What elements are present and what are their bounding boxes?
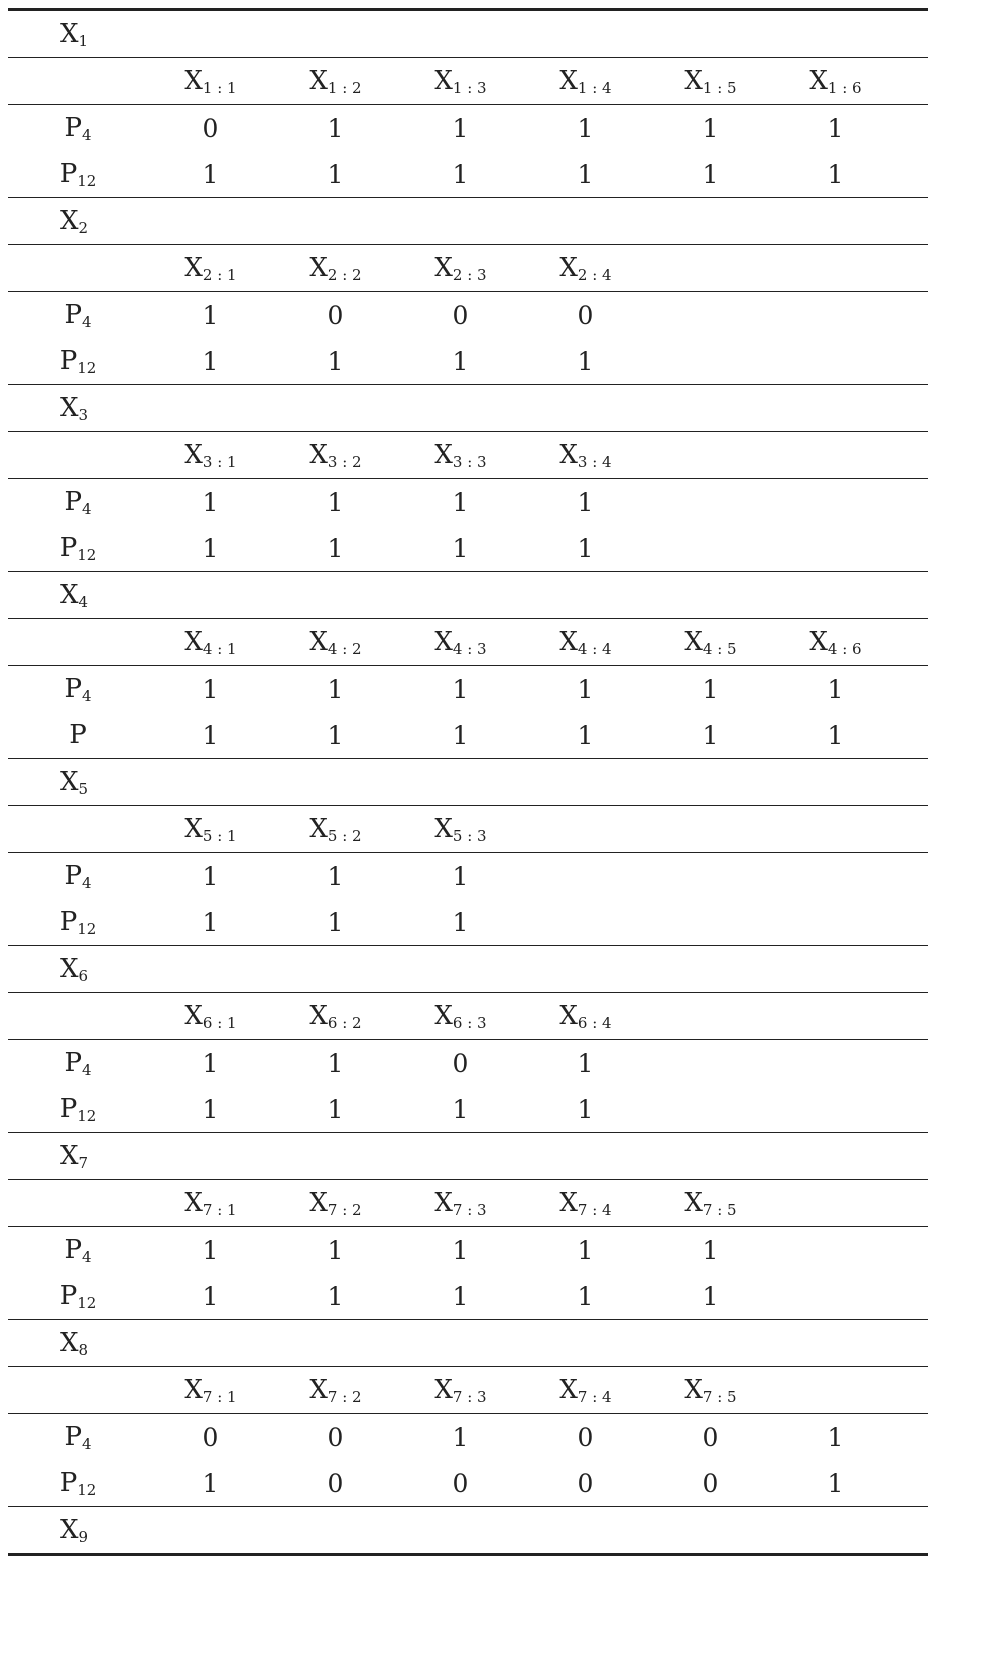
header-base: X: [559, 1001, 578, 1031]
cell-value: 1: [702, 1281, 719, 1311]
column-header: [273, 1001, 398, 1032]
group-title-row: [8, 1507, 928, 1553]
header-subscript: 1 : 1: [202, 79, 237, 97]
label-subscript: 4: [81, 313, 92, 331]
label-text: P: [59, 159, 78, 189]
header-subscript: 7 : 2: [327, 1201, 362, 1219]
label-text: P: [64, 113, 82, 143]
header-base: X: [184, 440, 203, 470]
row-label: [8, 1468, 148, 1499]
cell-value: 1: [577, 533, 594, 563]
label-text: X: [60, 1515, 79, 1545]
group-title: [8, 19, 148, 50]
cell-value: 1: [577, 487, 594, 517]
cell-value: 1: [577, 159, 594, 189]
header-subscript: 1 : 4: [577, 79, 612, 97]
label-text: P: [59, 346, 78, 376]
group-title: [8, 954, 148, 985]
row-label: [8, 533, 148, 564]
cell-value: 1: [452, 674, 469, 704]
table-row: [8, 338, 928, 384]
header-subscript: 4 : 5: [702, 640, 737, 658]
label-text: P: [64, 861, 82, 891]
row-label: [8, 722, 148, 748]
column-header: [648, 66, 773, 97]
group-title-row: [8, 385, 928, 431]
label-subscript: 4: [81, 1248, 92, 1266]
header-base: X: [684, 66, 703, 96]
table-row: [8, 151, 928, 197]
label-subscript: 1: [78, 32, 89, 50]
header-subscript: 6 : 1: [202, 1014, 237, 1032]
label-text: P: [64, 674, 82, 704]
cell-value: 1: [452, 861, 469, 891]
cell-value: 1: [827, 159, 844, 189]
column-header: [523, 627, 648, 658]
label-subscript: 4: [78, 593, 89, 611]
table-row: [8, 1040, 928, 1086]
column-header: [773, 627, 898, 658]
cell-value: 0: [327, 1468, 344, 1498]
header-base: X: [434, 253, 453, 283]
header-subscript: 6 : 3: [452, 1014, 487, 1032]
header-row: [8, 993, 928, 1039]
header-subscript: 1 : 3: [452, 79, 487, 97]
label-text: X: [60, 1141, 79, 1171]
group-title-row: [8, 198, 928, 244]
row-label: [8, 861, 148, 892]
cell-value: 1: [327, 346, 344, 376]
cell-value: 1: [452, 1235, 469, 1265]
cell-value: 1: [577, 1094, 594, 1124]
group-title: [8, 1141, 148, 1172]
column-header: [148, 253, 273, 284]
label-subscript: 4: [81, 1435, 92, 1453]
column-header: [148, 814, 273, 845]
label-subscript: 12: [77, 546, 97, 564]
table-row: [8, 1086, 928, 1132]
header-base: X: [684, 627, 703, 657]
header-subscript: 1 : 2: [327, 79, 362, 97]
label-text: X: [60, 19, 79, 49]
label-subscript: 3: [78, 406, 89, 424]
group-title-row: [8, 572, 928, 618]
column-header: [148, 1001, 273, 1032]
group-title-row: [8, 11, 928, 57]
header-subscript: 7 : 4: [577, 1201, 612, 1219]
cell-value: 1: [702, 1235, 719, 1265]
cell-value: 1: [452, 487, 469, 517]
group-title: [8, 767, 148, 798]
table-row: [8, 105, 928, 151]
cell-value: 1: [327, 159, 344, 189]
cell-value: 1: [202, 159, 219, 189]
column-header: [273, 66, 398, 97]
cell-value: 1: [202, 907, 219, 937]
label-text: X: [60, 767, 79, 797]
label-text: P: [64, 1422, 82, 1452]
header-base: X: [184, 1001, 203, 1031]
label-text: X: [60, 954, 79, 984]
cell-value: 1: [327, 1281, 344, 1311]
header-row: [8, 619, 928, 665]
label-text: P: [64, 300, 82, 330]
row-label: [8, 159, 148, 190]
label-subscript: 12: [77, 1481, 97, 1499]
label-subscript: 4: [81, 1061, 92, 1079]
cell-value: 1: [202, 1048, 219, 1078]
cell-value: 1: [827, 674, 844, 704]
header-base: X: [309, 253, 328, 283]
group-title-row: [8, 1320, 928, 1366]
cell-value: 1: [202, 1468, 219, 1498]
cell-value: 1: [202, 861, 219, 891]
label-subscript: 12: [77, 1294, 97, 1312]
header-base: X: [184, 1375, 203, 1405]
header-subscript: 3 : 1: [202, 453, 237, 471]
label-subscript: 2: [78, 219, 89, 237]
cell-value: 1: [202, 300, 219, 330]
label-subscript: 4: [81, 874, 92, 892]
cell-value: 1: [702, 674, 719, 704]
cell-value: 0: [702, 1468, 719, 1498]
column-header: [523, 66, 648, 97]
table-row: [8, 1227, 928, 1273]
header-base: X: [434, 627, 453, 657]
label-text: P: [59, 1094, 78, 1124]
label-subscript: 12: [77, 172, 97, 190]
header-subscript: 4 : 3: [452, 640, 487, 658]
column-header: [523, 1188, 648, 1219]
cell-value: 1: [577, 346, 594, 376]
label-subscript: 7: [78, 1154, 89, 1172]
group-title-row: [8, 759, 928, 805]
group-title-row: [8, 1133, 928, 1179]
label-text: P: [59, 1281, 78, 1311]
column-header: [523, 1375, 648, 1406]
cell-value: 1: [327, 907, 344, 937]
header-subscript: 3 : 3: [452, 453, 487, 471]
cell-value: 1: [452, 1422, 469, 1452]
header-subscript: 5 : 3: [452, 827, 487, 845]
cell-value: 1: [577, 1281, 594, 1311]
header-subscript: 4 : 1: [202, 640, 237, 658]
cell-value: 1: [577, 674, 594, 704]
header-base: X: [309, 1001, 328, 1031]
row-label: [8, 1048, 148, 1079]
cell-value: 1: [452, 720, 469, 750]
header-base: X: [809, 627, 828, 657]
cell-value: 1: [577, 1048, 594, 1078]
header-base: X: [684, 1375, 703, 1405]
cell-value: 1: [577, 720, 594, 750]
column-header: [148, 1375, 273, 1406]
cell-value: 1: [202, 674, 219, 704]
group-title: [8, 1515, 148, 1546]
header-row: [8, 245, 928, 291]
label-text: P: [59, 1468, 78, 1498]
label-subscript: 4: [81, 500, 92, 518]
header-subscript: 7 : 3: [452, 1388, 487, 1406]
row-label: [8, 1235, 148, 1266]
label-text: X: [60, 580, 79, 610]
cell-value: 1: [452, 1281, 469, 1311]
header-base: X: [184, 814, 203, 844]
header-base: X: [559, 253, 578, 283]
column-header: [523, 440, 648, 471]
header-subscript: 7 : 1: [202, 1388, 237, 1406]
cell-value: 0: [577, 300, 594, 330]
header-subscript: 2 : 2: [327, 266, 362, 284]
label-subscript: 8: [78, 1341, 89, 1359]
column-header: [398, 814, 523, 845]
cell-value: 1: [327, 487, 344, 517]
header-subscript: 7 : 2: [327, 1388, 362, 1406]
label-text: P: [59, 907, 78, 937]
cell-value: 1: [702, 159, 719, 189]
cell-value: 1: [202, 487, 219, 517]
row-label: [8, 1281, 148, 1312]
column-header: [273, 814, 398, 845]
column-header: [398, 627, 523, 658]
label-text: P: [69, 720, 87, 750]
label-text: P: [59, 533, 78, 563]
cell-value: 0: [452, 1048, 469, 1078]
label-subscript: 12: [77, 359, 97, 377]
header-subscript: 7 : 5: [702, 1201, 737, 1219]
group-title: [8, 206, 148, 237]
cell-value: 1: [327, 674, 344, 704]
cell-value: 0: [327, 300, 344, 330]
label-text: P: [64, 1235, 82, 1265]
column-header: [648, 1375, 773, 1406]
column-header: [273, 440, 398, 471]
cell-value: 1: [327, 861, 344, 891]
header-row: [8, 432, 928, 478]
label-subscript: 9: [78, 1528, 89, 1546]
cell-value: 1: [202, 533, 219, 563]
cell-value: 1: [702, 113, 719, 143]
header-subscript: 6 : 2: [327, 1014, 362, 1032]
header-base: X: [184, 627, 203, 657]
cell-value: 1: [327, 533, 344, 563]
header-base: X: [684, 1188, 703, 1218]
cell-value: 1: [202, 1281, 219, 1311]
group-title: [8, 580, 148, 611]
header-subscript: 2 : 4: [577, 266, 612, 284]
cell-value: 1: [827, 1468, 844, 1498]
header-base: X: [434, 814, 453, 844]
header-row: [8, 1180, 928, 1226]
group-title-row: [8, 946, 928, 992]
column-header: [398, 1375, 523, 1406]
cell-value: 0: [327, 1422, 344, 1452]
header-subscript: 7 : 4: [577, 1388, 612, 1406]
header-base: X: [309, 1188, 328, 1218]
label-text: P: [64, 1048, 82, 1078]
table-row: [8, 1273, 928, 1319]
label-text: X: [60, 393, 79, 423]
table-row: [8, 712, 928, 758]
header-row: [8, 1367, 928, 1413]
cell-value: 1: [202, 720, 219, 750]
row-label: [8, 1094, 148, 1125]
cell-value: 1: [452, 533, 469, 563]
header-base: X: [559, 440, 578, 470]
header-subscript: 3 : 2: [327, 453, 362, 471]
header-subscript: 6 : 4: [577, 1014, 612, 1032]
cell-value: 0: [577, 1468, 594, 1498]
header-base: X: [309, 1375, 328, 1405]
row-label: [8, 674, 148, 705]
header-base: X: [309, 627, 328, 657]
header-base: X: [434, 66, 453, 96]
column-header: [398, 1188, 523, 1219]
cell-value: 1: [577, 1235, 594, 1265]
header-subscript: 5 : 2: [327, 827, 362, 845]
cell-value: 1: [202, 1235, 219, 1265]
cell-value: 1: [702, 720, 719, 750]
column-header: [148, 627, 273, 658]
table-row: [8, 525, 928, 571]
cell-value: 0: [452, 1468, 469, 1498]
row-label: [8, 300, 148, 331]
label-subscript: 5: [78, 780, 89, 798]
header-base: X: [309, 440, 328, 470]
cell-value: 1: [327, 1048, 344, 1078]
cell-value: 1: [577, 113, 594, 143]
table-row: [8, 853, 928, 899]
header-subscript: 1 : 5: [702, 79, 737, 97]
header-subscript: 7 : 3: [452, 1201, 487, 1219]
header-base: X: [434, 1375, 453, 1405]
cell-value: 1: [202, 1094, 219, 1124]
header-base: X: [309, 66, 328, 96]
factor-table: [8, 8, 928, 1556]
row-label: [8, 1422, 148, 1453]
header-base: X: [559, 1375, 578, 1405]
column-header: [648, 1188, 773, 1219]
cell-value: 1: [327, 113, 344, 143]
column-header: [273, 627, 398, 658]
header-base: X: [184, 253, 203, 283]
header-base: X: [559, 1188, 578, 1218]
table-row: [8, 292, 928, 338]
header-base: X: [184, 1188, 203, 1218]
table-row: [8, 479, 928, 525]
cell-value: 0: [702, 1422, 719, 1452]
header-base: X: [559, 627, 578, 657]
column-header: [523, 253, 648, 284]
header-base: X: [434, 440, 453, 470]
group-title: [8, 1328, 148, 1359]
header-subscript: 4 : 4: [577, 640, 612, 658]
header-subscript: 2 : 3: [452, 266, 487, 284]
cell-value: 0: [202, 1422, 219, 1452]
column-header: [523, 1001, 648, 1032]
header-subscript: 2 : 1: [202, 266, 237, 284]
cell-value: 0: [577, 1422, 594, 1452]
label-subscript: 12: [77, 1107, 97, 1125]
group-title: [8, 393, 148, 424]
cell-value: 0: [452, 300, 469, 330]
column-header: [398, 66, 523, 97]
label-subscript: 6: [78, 967, 89, 985]
cell-value: 1: [827, 720, 844, 750]
cell-value: 1: [327, 1094, 344, 1124]
column-header: [398, 1001, 523, 1032]
table-row: [8, 1414, 928, 1460]
column-header: [398, 253, 523, 284]
row-label: [8, 487, 148, 518]
label-subscript: 4: [81, 126, 92, 144]
column-header: [398, 440, 523, 471]
row-label: [8, 346, 148, 377]
table-rule: [8, 1553, 928, 1556]
column-header: [273, 1188, 398, 1219]
header-base: X: [309, 814, 328, 844]
cell-value: 1: [327, 720, 344, 750]
header-subscript: 5 : 1: [202, 827, 237, 845]
cell-value: 1: [452, 346, 469, 376]
column-header: [148, 440, 273, 471]
label-text: P: [64, 487, 82, 517]
header-subscript: 1 : 6: [827, 79, 862, 97]
column-header: [273, 1375, 398, 1406]
cell-value: 1: [827, 113, 844, 143]
cell-value: 1: [827, 1422, 844, 1452]
column-header: [148, 66, 273, 97]
cell-value: 1: [202, 346, 219, 376]
column-header: [648, 627, 773, 658]
column-header: [273, 253, 398, 284]
label-text: X: [60, 1328, 79, 1358]
cell-value: 1: [452, 159, 469, 189]
cell-value: 1: [452, 907, 469, 937]
table-row: [8, 1460, 928, 1506]
header-subscript: 7 : 1: [202, 1201, 237, 1219]
table-row: [8, 899, 928, 945]
header-base: X: [559, 66, 578, 96]
row-label: [8, 907, 148, 938]
cell-value: 1: [327, 1235, 344, 1265]
header-subscript: 7 : 5: [702, 1388, 737, 1406]
header-base: X: [434, 1001, 453, 1031]
column-header: [773, 66, 898, 97]
label-subscript: 12: [77, 920, 97, 938]
header-row: [8, 806, 928, 852]
header-base: X: [184, 66, 203, 96]
cell-value: 1: [452, 1094, 469, 1124]
label-subscript: 4: [81, 687, 92, 705]
label-text: X: [60, 206, 79, 236]
cell-value: 1: [452, 113, 469, 143]
header-subscript: 4 : 6: [827, 640, 862, 658]
cell-value: 0: [202, 113, 219, 143]
header-subscript: 3 : 4: [577, 453, 612, 471]
row-label: [8, 113, 148, 144]
header-subscript: 4 : 2: [327, 640, 362, 658]
column-header: [148, 1188, 273, 1219]
table-row: [8, 666, 928, 712]
header-row: [8, 58, 928, 104]
header-base: X: [434, 1188, 453, 1218]
header-base: X: [809, 66, 828, 96]
